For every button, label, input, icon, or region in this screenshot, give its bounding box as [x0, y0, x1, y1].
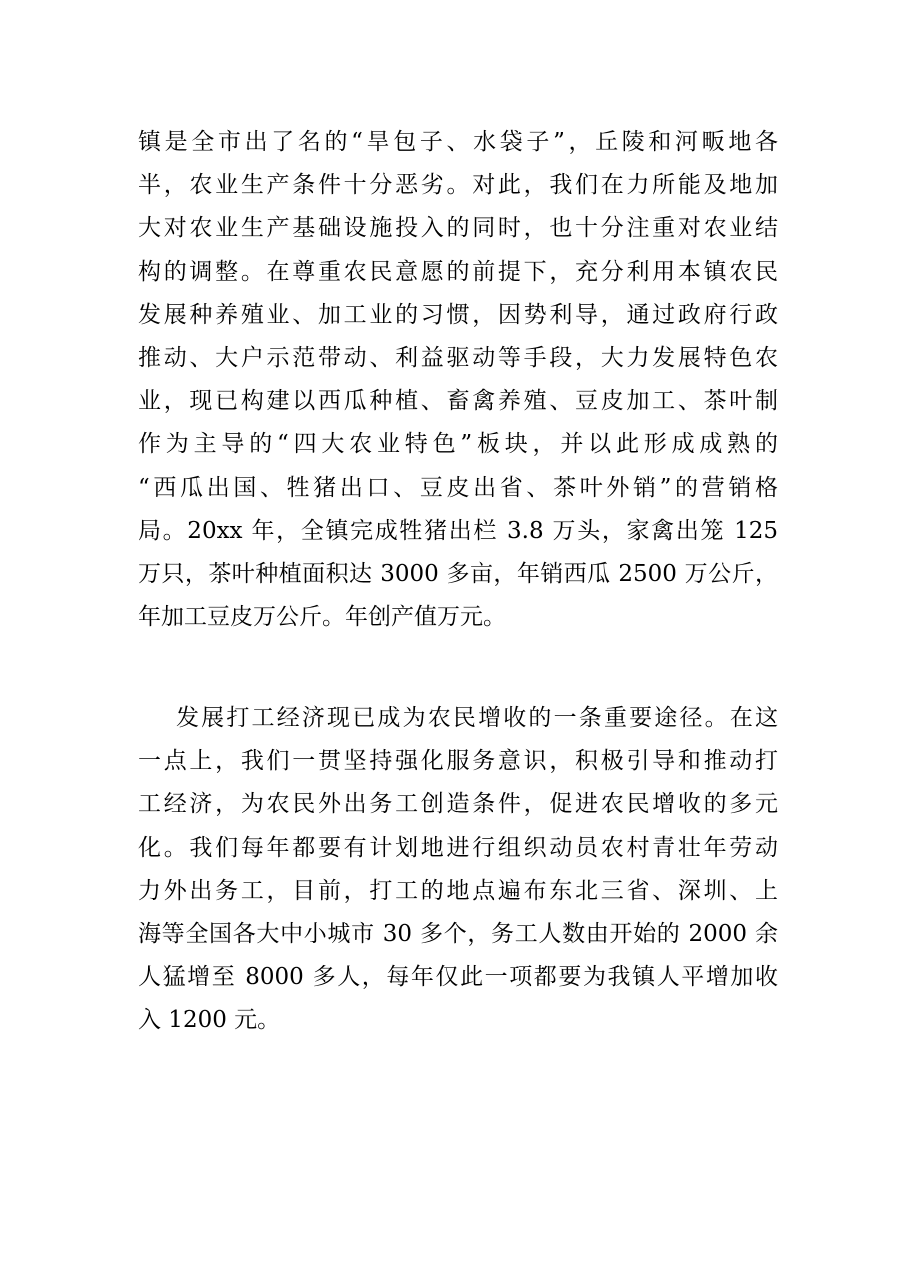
paragraph-line: 推动、大户示范带动、利益驱动等手段，大力发展特色农	[138, 344, 778, 371]
paragraph-line: 发展打工经济现已成为农民增收的一条重要途径。在这	[176, 705, 778, 731]
paragraph-line: 半，农业生产条件十分恶劣。对此，我们在力所能及地加	[138, 172, 778, 199]
paragraph-line: 局。20xx 年，全镇完成牲猪出栏 3.8 万头，家禽出笼 125	[138, 517, 778, 544]
paragraph-line: 发展种养殖业、加工业的习惯，因势利导，通过政府行政	[138, 301, 778, 328]
paragraph-line: 化。我们每年都要有计划地进行组织动员农村青壮年劳动	[138, 834, 778, 861]
paragraph-line: 力外出务工，目前，打工的地点遍布东北三省、深圳、上	[138, 877, 778, 904]
paragraph-line: 一点上，我们一贯坚持强化服务意识，积极引导和推动打	[138, 748, 778, 775]
paragraph-line: 年加工豆皮万公斤。年创产值万元。	[138, 604, 506, 631]
paragraph-agriculture	[138, 121, 778, 639]
paragraph-migrant-work	[138, 697, 778, 1043]
paragraph-line: 作为主导的“四大农业特色”板块，并以此形成成熟的	[138, 431, 778, 458]
paragraph-line: 镇是全市出了名的“旱包子、水袋子”，丘陵和河畈地各	[138, 129, 778, 155]
paragraph-line: “西瓜出国、牲猪出口、豆皮出省、茶叶外销”的营销格	[138, 474, 778, 501]
paragraph-line: 人猛增至 8000 多人，每年仅此一项都要为我镇人平增加收	[138, 964, 778, 991]
paragraph-line: 构的调整。在尊重农民意愿的前提下，充分利用本镇农民	[138, 258, 778, 285]
paragraph-line: 入 1200 元。	[138, 1007, 281, 1034]
paragraph-line: 工经济，为农民外出务工创造条件，促进农民增收的多元	[138, 791, 778, 818]
paragraph-line: 万只，茶叶种植面积达 3000 多亩，年销西瓜 2500 万公斤，	[138, 560, 778, 587]
paragraph-line: 大对农业生产基础设施投入的同时，也十分注重对农业结	[138, 215, 778, 242]
paragraph-line: 业，现已构建以西瓜种植、畜禽养殖、豆皮加工、茶叶制	[138, 388, 778, 415]
paragraph-line: 海等全国各大中小城市 30 多个，务工人数由开始的 2000 余	[138, 920, 778, 947]
